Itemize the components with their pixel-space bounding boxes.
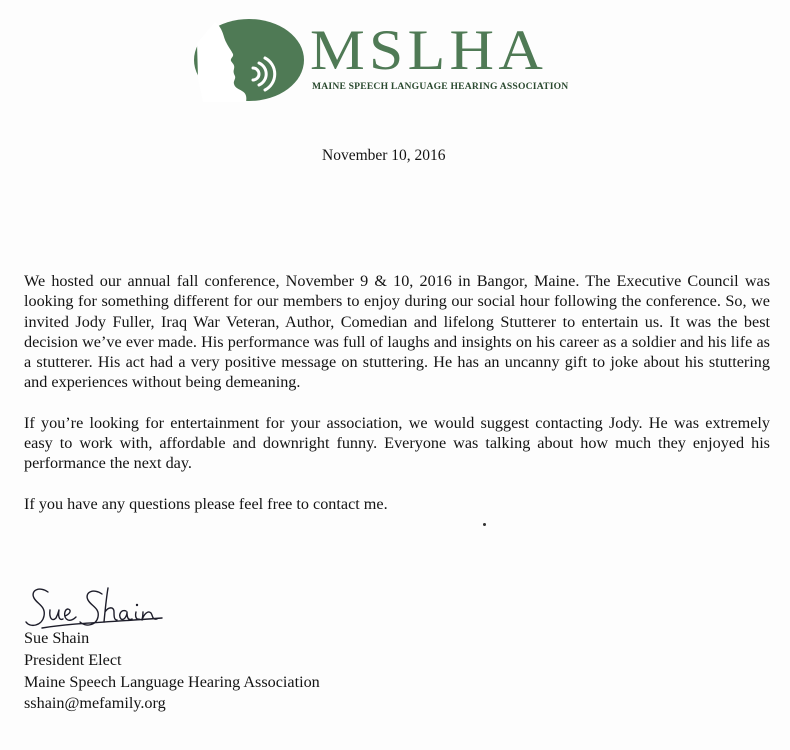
signature-block [24, 628, 320, 715]
letter-body [24, 271, 770, 534]
letter-date: November 10, 2016 [322, 147, 446, 164]
signer-title: President Elect [24, 650, 122, 669]
signer-email: sshain@mefamily.org [24, 694, 166, 713]
org-acronym: MSLHA [310, 19, 548, 82]
letter-paragraph: If you have any questions please feel free to contact me. [24, 494, 388, 513]
signer-organization: Maine Speech Language Hearing Association [24, 672, 320, 691]
signer-name: Sue Shain [24, 629, 90, 647]
paper-speck [483, 523, 486, 526]
org-full-name: MAINE SPEECH LANGUAGE HEARING ASSOCIATION [312, 81, 569, 92]
letter-paragraph: If you’re looking for entertainment for your association, we would suggest contacting Jody. He was extremely easy to work with, affordable and downright funny. Everyone was talking about how much they enjoyed his performance the next day. [24, 413, 770, 473]
speaking-head-icon [193, 18, 305, 102]
letter-paragraph: We hosted our annual fall conference, November 9 & 10, 2016 in Bangor, Maine. The Executive Council was looking for something different for our members to enjoy during our social hour following the conference. So, we invited Jody Fuller, Iraq War Veteran, Author, Comedian and lifelong Stutterer to entertain us. It was the best decision we’ve ever made. His performance was full of laughs and insights on his career as a soldier and his life as a stutterer. His act had a very positive message on stuttering. He has an uncanny gift to joke about his stuttering and experiences without being demeaning. [24, 272, 770, 392]
letterhead [193, 18, 613, 108]
